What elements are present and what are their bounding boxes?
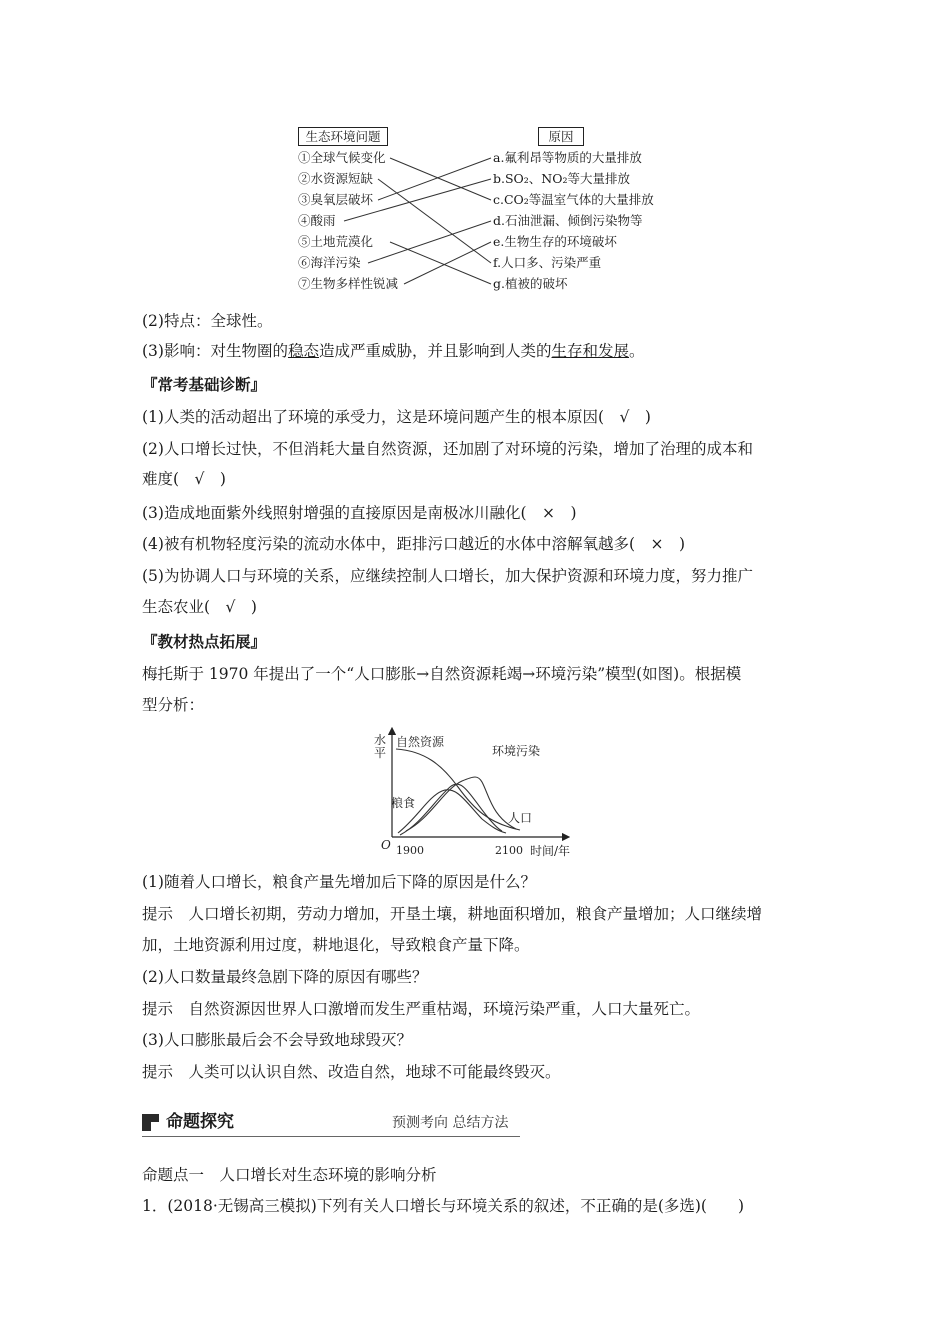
diagnosis-header: 『常考基础诊断』 [142,376,267,394]
qa-line: 加，土地资源利用过度，耕地退化，导致粮食产量下降。 [142,936,530,954]
problem-item: ②水资源短缺 [298,171,374,186]
impact-underline-1: 稳态 [287,342,319,360]
cause-item: c.CO₂等温室气体的大量排放 [493,192,654,207]
cause-item: a.氟利昂等物质的大量排放 [493,150,642,165]
match-line [390,242,491,284]
diagnosis-line: (1)人类的活动超出了环境的承受力，这是环境问题产生的根本原因( √ ) [142,408,651,426]
section-rule [142,1136,520,1137]
model-chart [370,727,580,862]
qa-line: (2)人口数量最终急剧下降的原因有哪些？ [142,968,428,986]
diagnosis-line: (5)为协调人口与环境的关系，应继续控制人口增长，加大保护资源和环境力度，努力推广 [142,567,753,585]
diagnosis-line: 难度( √ ) [142,470,226,488]
series-label-pollution: 环境污染 [492,744,541,758]
diagnosis-line: 生态农业( √ ) [142,598,257,616]
section-square-notch [151,1122,159,1131]
series-label-food: 粮食 [391,796,416,810]
problem-item: ③臭氧层破坏 [298,192,374,207]
match-line [378,158,491,200]
qa-line: 提示 人类可以认识自然、改造自然，地球不可能最终毁灭。 [142,1063,561,1081]
impact-line [142,341,645,361]
x-tick-label-1900: 1900 [396,844,424,857]
match-line [404,242,491,284]
problem-item: ⑥海洋污染 [298,255,361,270]
diagnosis-line: (2)人口增长过快，不但消耗大量自然资源，还加剧了对环境的污染，增加了治理的成本和 [142,440,753,458]
qa-line: 提示 人口增长初期，劳动力增加，开垦土壤，耕地面积增加，粮食产量增加；人口继续增 [142,905,763,923]
diagnosis-line: (3)造成地面紫外线照射增强的直接原因是南极冰川融化( × ) [142,504,577,522]
right-header-box: 原因 [538,127,584,146]
section-header [142,1111,520,1135]
matching-lines [290,120,670,300]
qa-line: (1)随着人口增长，粮食产量先增加后下降的原因是什么？ [142,873,536,891]
qa-line: (3)人口膨胀最后会不会导致地球毁灭？ [142,1031,412,1049]
question-1: 1．(2018·无锡高三模拟)下列有关人口增长与环境关系的叙述，不正确的是(多选)( ) [142,1197,745,1215]
problem-item: ④酸雨 [298,213,336,228]
section-subtitle: 预测考向 总结方法 [392,1115,509,1131]
diagnosis-line: (4)被有机物轻度污染的流动水体中，距排污口越近的水体中溶解氧越多( × ) [142,535,686,553]
cause-item: g.植被的破坏 [493,276,568,291]
x-axis-label: 时间/年 [530,844,571,858]
impact-mid: 造成严重威胁，并且影响到人类的 [318,342,552,360]
problem-item: ⑦生物多样性锐减 [298,276,399,291]
impact-prefix: (3)影响：对生物圈的 [142,342,288,360]
impact-underline-2: 生存和发展 [551,342,630,360]
cause-item: b.SO₂、NO₂等大量排放 [493,171,630,186]
match-line [368,221,491,263]
x-tick-label-2100: 2100 [495,844,523,857]
y-axis-label-bottom: 平 [374,746,387,760]
cause-item: f.人口多、污染严重 [493,255,602,270]
problem-item: ①全球气候变化 [298,150,386,165]
feature-line: (2)特点：全球性。 [142,312,273,330]
y-axis-label-top: 水 [374,733,387,747]
origin-label: O [381,838,391,852]
extension-intro: 型分析： [142,696,205,714]
left-header-box: 生态环境问题 [298,127,388,146]
series-label-natural-resources: 自然资源 [396,735,445,749]
series-label-population: 人口 [508,811,533,825]
problem-item: ⑤土地荒漠化 [298,234,374,249]
cause-item: e.生物生存的环境破坏 [493,234,617,249]
qa-line: 提示 自然资源因世界人口激增而发生严重枯竭，环境污染严重，人口大量死亡。 [142,1000,701,1018]
proposition-point: 命题点一 人口增长对生态环境的影响分析 [142,1166,437,1184]
matching-diagram [290,120,670,300]
extension-header: 『教材热点拓展』 [142,633,267,651]
cause-item: d.石油泄漏、倾倒污染物等 [493,213,643,228]
impact-suffix: 。 [629,342,645,360]
extension-intro: 梅托斯于 1970 年提出了一个“人口膨胀→自然资源耗竭→环境污染”模型(如图)。根据模 [142,665,742,683]
section-title: 命题探究 [166,1112,234,1132]
